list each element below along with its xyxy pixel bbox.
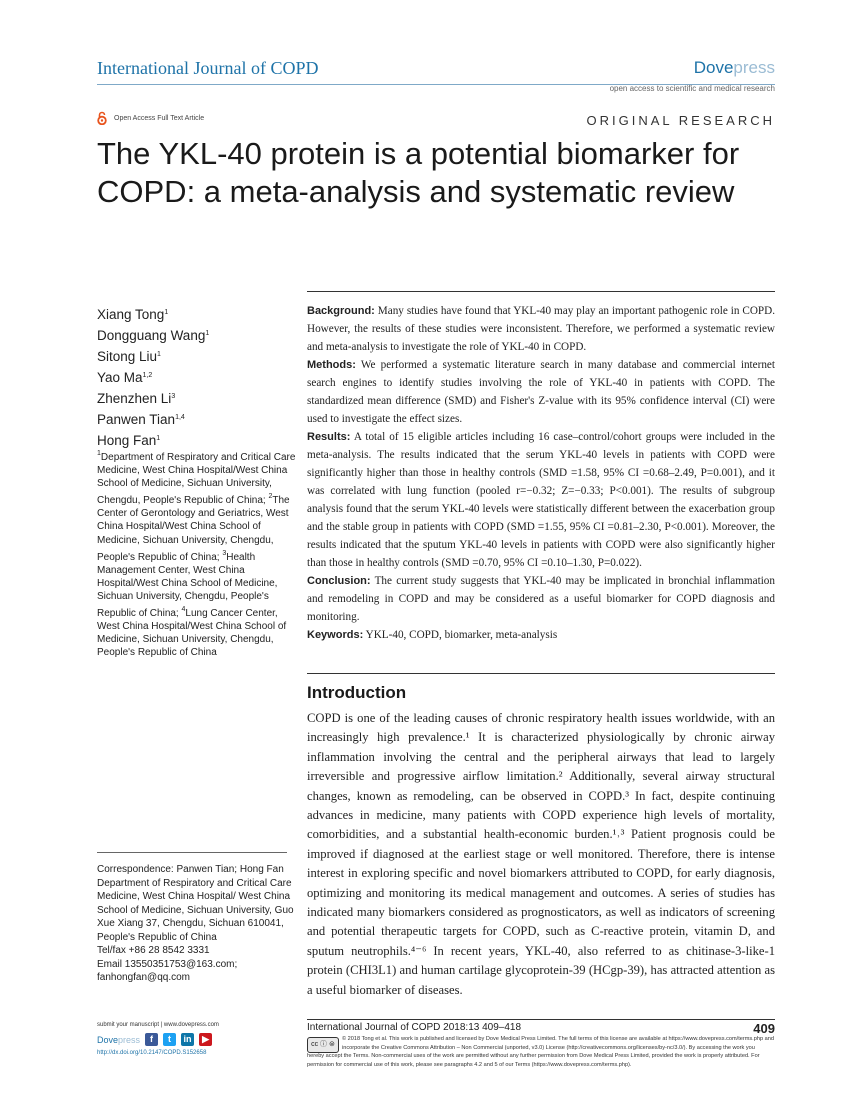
youtube-icon[interactable]: ▶: [199, 1033, 212, 1046]
abstract-methods: Methods: We performed a systematic literature search in many database and commercial internet search engines to identify studies involving the role of YKL-40 in patients with COPD. The standardized mean difference (SMD) and Fisher's Z-value with its 95% confidence interval (CI) were used to investigate the effect sizes.: [307, 359, 775, 425]
correspondence-email[interactable]: Email 13550351753@163.com;: [97, 958, 238, 970]
introduction-body: COPD is one of the leading causes of chronic respiratory health issues worldwide, with an increasingly high prevalence.¹ It is characterized physiologically by chronic airway inflammation involving the central and the peripheral airways that lead to largely irreversible and progressive airflow limitation.² Additionally, several airway structural changes, known as remodeling, can be observed in COPD.³ In fact, despite continuing advances in medicine, many patients with COPD experience high levels of mortality, comorbidities, and a substantial health-economic burden.¹˒³ Patient prognosis could be improved if diagnosed at the earliest stage or well monitored. Therefore, there is intense interest in exploring specific and novel biomarkers attributed to COPD, for early diagnosis, optimizing and monitoring its medical management and outcomes. A series of studies has indicated many biomarkers considered as prognosticators, as well as indicators of screening and potential therapeutic targets for COPD, such as C-reactive protein, vitamin D, and sputum neutrophils.⁴⁻⁶ In recent years, YKL-40, also referred to as chitinase-3-like-1 protein (CHI3L1) and human cartilage glycoprotein-39 (HCgp-39), has attracted attention as a useful biomarker of diseases.: [307, 711, 775, 997]
open-access-lock-icon: [97, 111, 107, 125]
license-text: © 2018 Tong et al. This work is published and licensed by Dove Medical Press Limited. The full terms of this license are available at https://www.dovepress.com/terms.php and incorporate the Creative Commons Attribution – Non Commercial (unported, v3.0) License (http://creativecommons.org/licenses/by-nc/3.0/). By accessing the work you: [342, 1036, 774, 1051]
facebook-icon[interactable]: f: [145, 1033, 158, 1046]
author[interactable]: Dongguang Wang$^1$: [97, 328, 210, 343]
correspondence: [97, 863, 297, 985]
author[interactable]: Hong Fan$^1$: [97, 433, 161, 448]
journal-name[interactable]: International Journal of COPD: [97, 58, 319, 78]
author[interactable]: Xiang Tong$^1$: [97, 307, 169, 322]
abstract-keywords: Keywords: YKL-40, COPD, biomarker, meta-analysis: [307, 629, 558, 641]
abstract-background: Background: Many studies have found that YKL-40 may play an important pathogenic role in COPD. However, the results of these studies were inconsistent. Therefore, we performed a systematic review and meta-analysis to investigate the role of YKL-40 in COPD.: [307, 305, 775, 353]
brand-press: press: [733, 58, 775, 77]
abstract-bottom-rule: [307, 673, 775, 674]
license-text-continued: hereby accept the Terms. Non-commercial uses of the work are permitted without any further permission from Dove Medical Press Limited, provided the work is properly attributed. For permission for commercial use of this work, please see paragraphs 4.2 and 5 of our Terms (https://www.dovepress.com/terms.php).: [307, 1053, 760, 1068]
correspondence-email-2[interactable]: fanhongfan@qq.com: [97, 972, 190, 983]
author[interactable]: Panwen Tian$^{1,4}$: [97, 412, 185, 427]
correspondence-tel: Tel/fax +86 28 8542 3331: [97, 945, 210, 956]
correspondence-names: Correspondence: Panwen Tian; Hong Fan: [97, 864, 284, 875]
doi-link[interactable]: http://dx.doi.org/10.2147/COPD.S152658: [97, 1050, 207, 1056]
author-list: [97, 303, 297, 450]
journal-citation: International Journal of COPD 2018:13 409–418: [307, 1022, 522, 1033]
publisher-tagline: open access to scientific and medical research: [609, 84, 775, 93]
open-access-badge: [97, 111, 204, 125]
submit-manuscript-link[interactable]: submit your manuscript | www.dovepress.com: [97, 1022, 219, 1028]
correspondence-address: Department of Respiratory and Critical Care Medicine, West China Hospital/ West China School of Medicine, Sichuan University, Guo Xue Xiang 37, Chengdu, Sichuan 610041, People's Republic of China: [97, 877, 294, 943]
author[interactable]: Yao Ma$^{1,2}$: [97, 370, 153, 385]
publisher-logo[interactable]: [694, 58, 775, 78]
footer-divider: [307, 1019, 775, 1020]
correspondence-divider: [97, 852, 287, 853]
abstract-top-rule: [307, 291, 775, 292]
article-type: ORIGINAL RESEARCH: [586, 113, 775, 128]
page-number: 409: [753, 1021, 775, 1036]
abstract-conclusion: Conclusion: The current study suggests that YKL-40 may be implicated in bronchial inflammation and remodeling in COPD and may be considered as a useful biomarker for COPD diagnosis and monitoring.: [307, 575, 775, 623]
abstract: [307, 302, 775, 644]
linkedin-icon[interactable]: in: [181, 1033, 194, 1046]
twitter-icon[interactable]: t: [163, 1033, 176, 1046]
creative-commons-icon[interactable]: cc ⓘ ⊜: [307, 1037, 339, 1053]
footer-dovepress-logo[interactable]: Dovepress: [97, 1034, 141, 1045]
author[interactable]: Zhenzhen Li$^3$: [97, 391, 176, 406]
footer-left: [97, 1022, 297, 1056]
section-heading-introduction: Introduction: [307, 683, 407, 702]
brand-dove: Dove: [693, 58, 734, 77]
article-title: The YKL-40 protein is a potential biomarker for COPD: a meta-analysis and systematic review: [97, 136, 740, 209]
abstract-results: Results: A total of 15 eligible articles including 16 case–control/cohort groups were included in the meta-analysis. The results indicated that the serum YKL-40 levels in patients with COPD were significantly higher than those in healthy controls (SMD =1.58, 95% CI =0.68–2.49, P=0.001), and it was correlated with lung function (pooled r=−0.32; Z=−0.33; P<0.001). The results of subgroup analysis found that the serum YKL-40 levels were statistically different between the exacerbation group and the stable group in patients with COPD (SMD =1.55, 95% CI =0.81–2.30, P<0.001). Moreover, the results indicated that the sputum YKL-40 levels in patients with COPD were also significantly higher than those in healthy controls (SMD =0.70, 95% CI =0.10–1.30, P=0.022).: [307, 431, 775, 569]
open-access-label: Open Access Full Text Article: [114, 114, 205, 122]
author[interactable]: Sitong Liu$^1$: [97, 349, 161, 364]
affiliations: $^1$Department of Respiratory and Critical Care Medicine, West China Hospital/West China School of Medicine, Sichuan University, Chengdu, People's Republic of China; $^2$The Center of Gerontology and Geriatrics, West China Hospital/West China School of Medicine, Sichuan University, Chengdu, People's Republic of China; $^3$Health Management Center, West China Hospital/West China School of Medicine, Sichuan University, Chengdu, People's Republic of China; $^4$Lung Cancer Center, West China Hospital/West China School of Medicine, Sichuan University, Chengdu, People's Republic of China: [97, 450, 296, 659]
